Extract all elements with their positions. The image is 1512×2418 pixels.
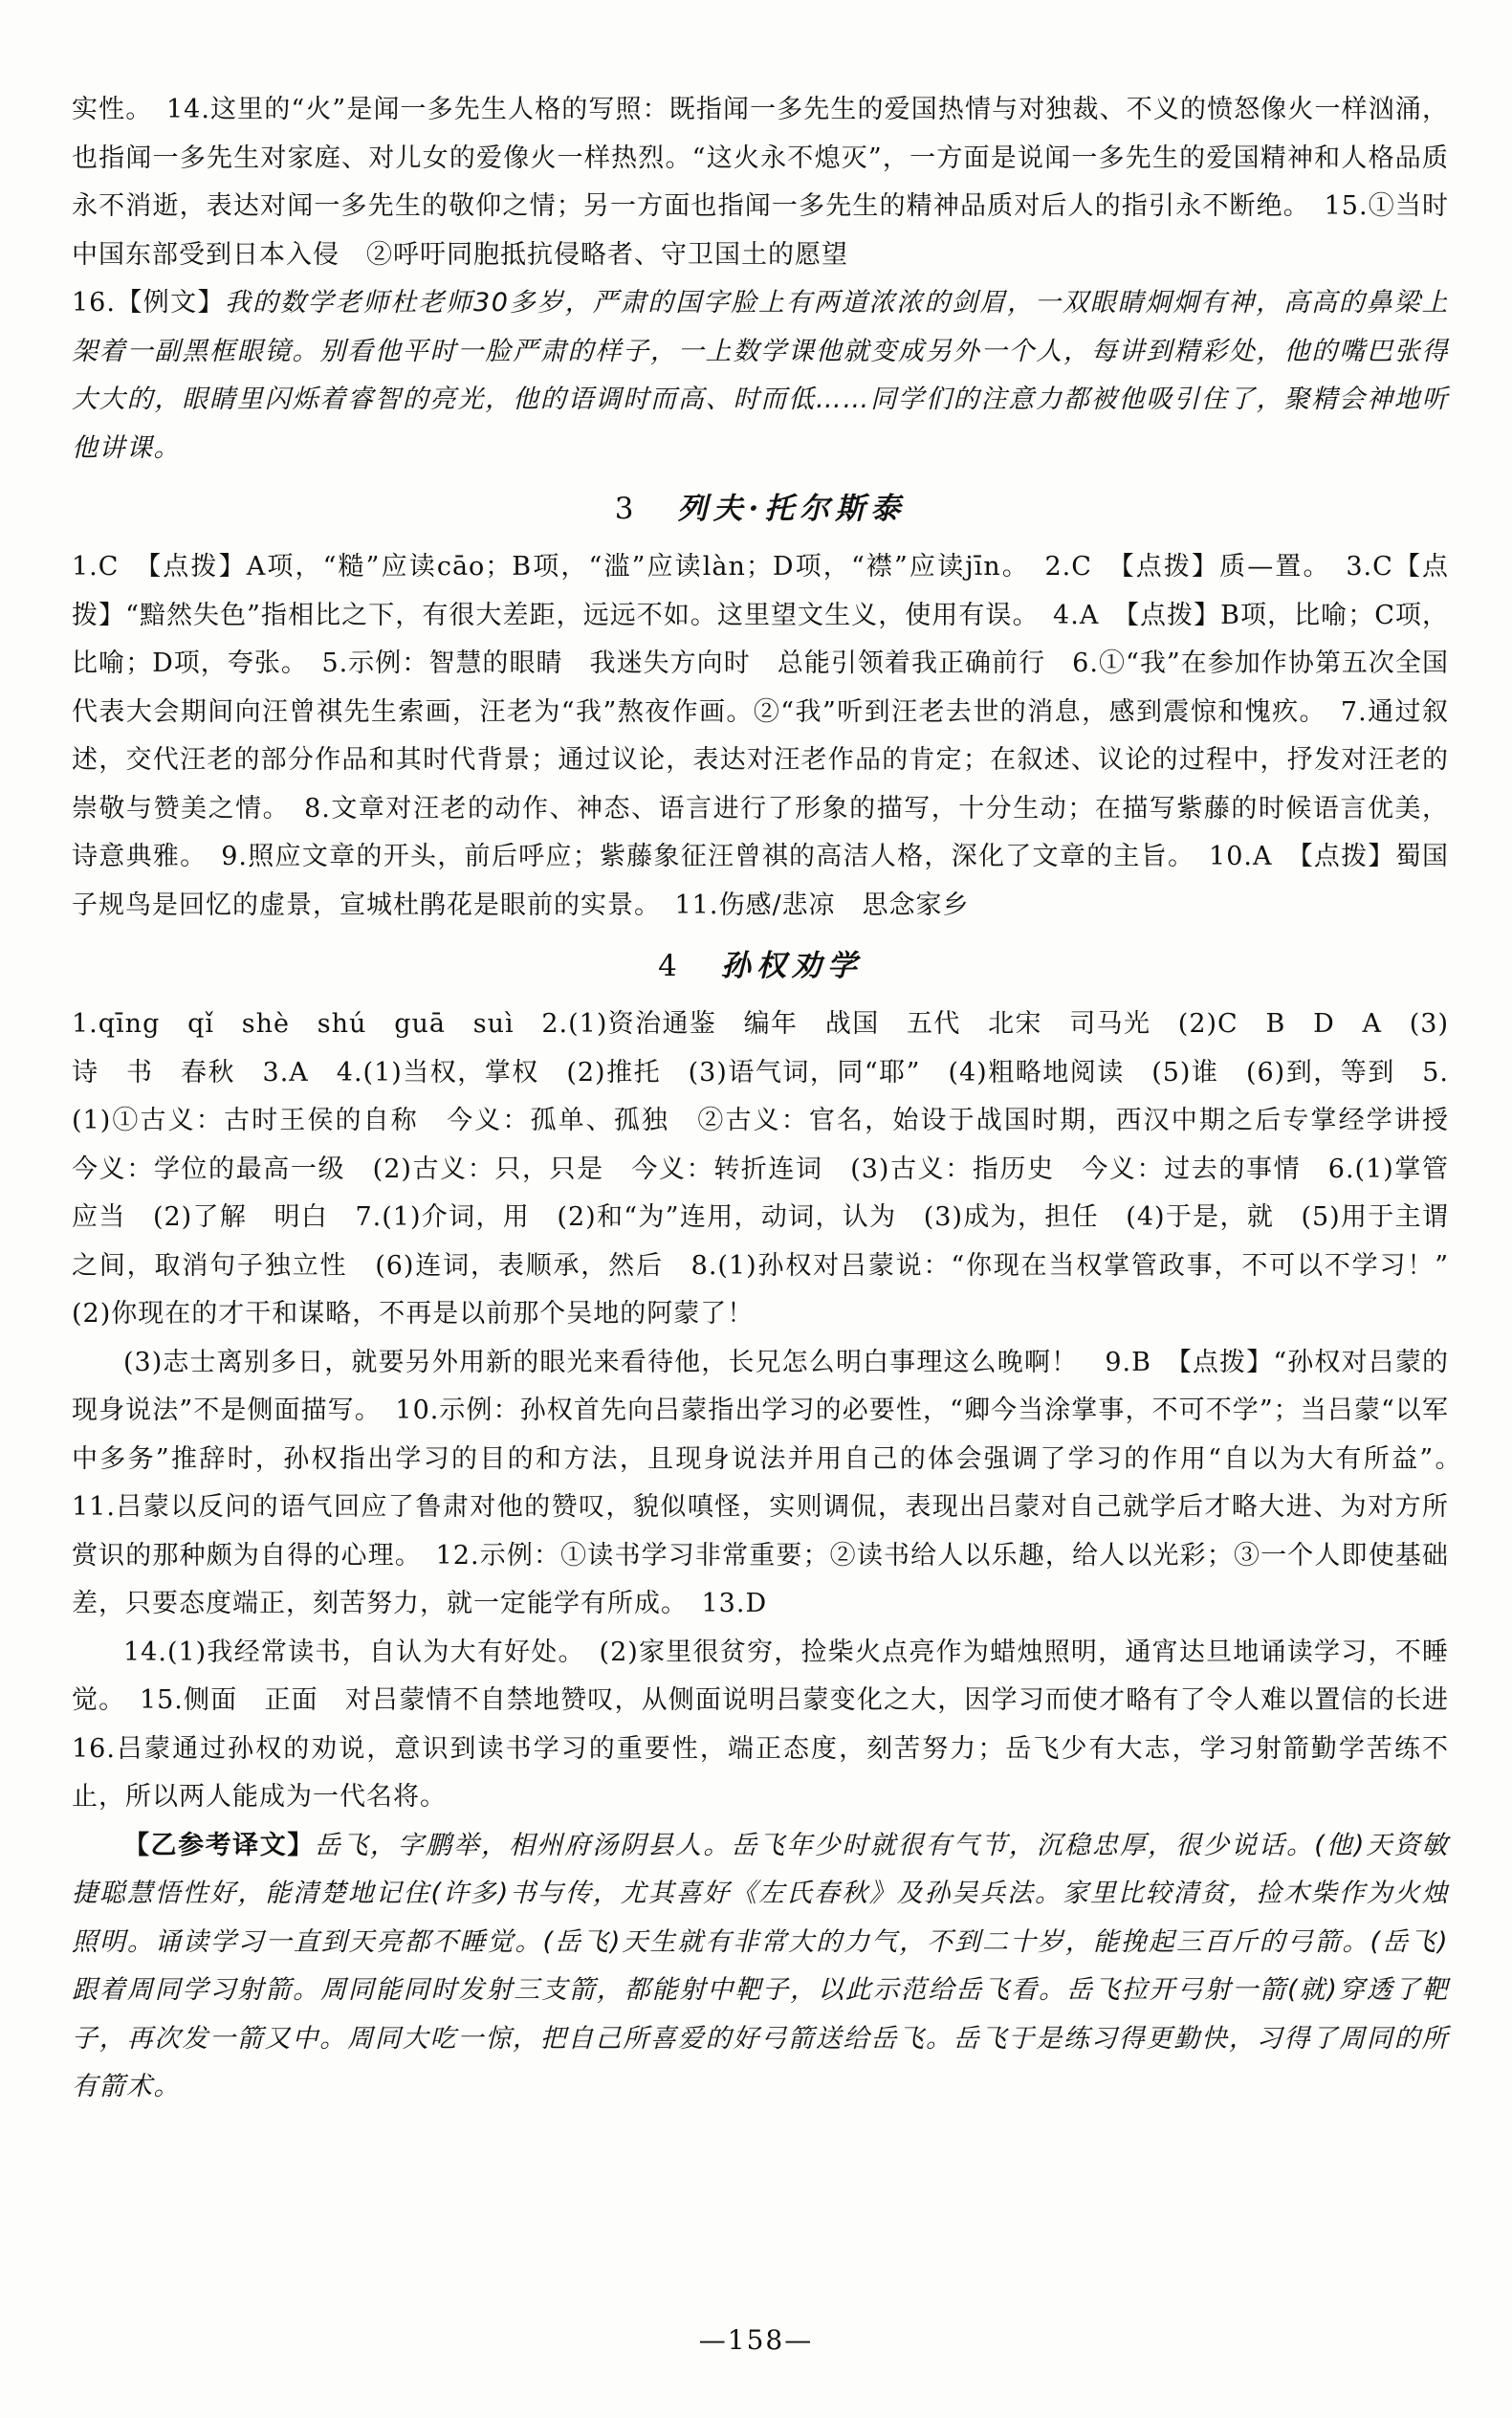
example-essay-text: 我的数学老师杜老师30多岁，严肃的国字脸上有两道浓浓的剑眉，一双眼睛炯炯有神，高高的鼻梁上架着一副黑框眼镜。别看他平时一脸严肃的样子，一上数学课他就变成另外一个人，每讲到精彩处，他的嘴巴张得大大的，眼睛里闪烁着睿智的亮光，他的语调时而高、时而低……同学们的注意力都被他吸引住了，聚精会神地听他讲课。 <box>72 288 1449 463</box>
example-essay-label: 16.【例文】 <box>72 288 225 318</box>
section-number: 3 <box>614 492 640 526</box>
answer-page <box>72 86 1476 2112</box>
translation-text: 岳飞，字鹏举，相州府汤阴县人。岳飞年少时就很有气节，沉稳忠厚，很少说话。(他)天资敏捷聪慧悟性好，能清楚地记住(许多)书与传，尤其喜好《左氏春秋》及孙吴兵法。家里比较清贫，捡木柴作为火烛照明。诵读学习一直到天亮都不睡觉。(岳飞)天生就有非常大的力气，不到二十岁，能挽起三百斤的弓箭。(岳飞)跟着周同学习射箭。周同能同时发射三支箭，都能射中靶子，以此示范给岳飞看。岳飞拉开弓射一箭(就)穿透了靶子，再次发一箭又中。周同大吃一惊，把自己所喜爱的好弓箭送给岳飞。岳飞于是练习得更勤快，习得了周同的所有箭术。 <box>72 1830 1449 2101</box>
translation-paragraph <box>72 1822 1449 2112</box>
section-title: 列夫·托尔斯泰 <box>677 492 907 526</box>
section-title: 孙权劝学 <box>720 949 863 983</box>
answer-paragraph-4: 1.qīng qǐ shè shú guā suì 2.(1)资治通鉴 编年 战国 五代 北宋 司马光 (2)C B D A (3)诗 书 春秋 3.A 4.(1)当权，掌权 (2)推托 (3)语气词，同“耶” (4)粗略地阅读 (5)谁 (6)到，等到 5.(1)①古义：古时王侯的自称 今义：孤单、孤独 ②古义：官名，始设于战国时期，西汉中期之后专掌经学讲授 今义：学位的最高一级 (2)古义：只，只是 今义：转折连词 (3)古义：指历史 今义：过去的事情 6.(1)掌管 应当 (2)了解 明白 7.(1)介词，用 (2)和“为”连用，动词，认为 (3)成为，担任 (4)于是，就 (5)用于主谓之间，取消句子独立性 (6)连词，表顺承，然后 8.(1)孙权对吕蒙说：“你现在当权掌管政事，不可以不学习！” (2)你现在的才干和谋略，不再是以前那个吴地的阿蒙了！ <box>72 1009 1476 1329</box>
answer-paragraph-3: 1.C 【点拨】A项，“糙”应读cāo；B项，“滥”应读làn；D项，“襟”应读jīn。 2.C 【点拨】质—置。 3.C【点拨】“黯然失色”指相比之下，有很大差距，远远不如。这里望文生义，使用有误。 4.A 【点拨】B项，比喻；C项，比喻；D项，夸张。 5.示例：智慧的眼睛 我迷失方向时 总能引领着我正确前行 6.①“我”在参加作协第五次全国代表大会期间向汪曾祺先生索画，汪老为“我”熬夜作画。②“我”听到汪老去世的消息，感到震惊和愧疚。 7.通过叙述，交代汪老的部分作品和其时代背景；通过议论，表达对汪老作品的肯定；在叙述、议论的过程中，抒发对汪老的崇敬与赞美之情。 8.文章对汪老的动作、神态、语言进行了形象的描写，十分生动；在描写紫藤的时候语言优美，诗意典雅。 9.照应文章的开头，前后呼应；紫藤象征汪曾祺的高洁人格，深化了文章的主旨。 10.A 【点拨】蜀国子规鸟是回忆的虚景，宣城杜鹃花是眼前的实景。 11.伤感/悲凉 思念家乡 <box>72 552 1449 920</box>
section-heading-3 <box>72 484 1449 534</box>
translation-label: 【乙参考译文】 <box>123 1830 315 1860</box>
answer-paragraph-4-cont: (3)志士离别多日，就要另外用新的眼光来看待他，长兄怎么明白事理这么晚啊！ 9.B 【点拨】“孙权对吕蒙的现身说法”不是侧面描写。 10.示例：孙权首先向吕蒙指出学习的必要性，“卿今当涂掌事，不可不学”；当吕蒙“以军中多务”推辞时，孙权指出学习的目的和方法，且现身说法并用自己的体会强调了学习的作用“自以为大有所益”。 11.吕蒙以反问的语气回应了鲁肃对他的赞叹，貌似嗔怪，实则调侃，表现出吕蒙对自己就学后才略大进、为对方所赏识的那种颇为自得的心理。 12.示例：①读书学习非常重要；②读书给人以乐趣，给人以光彩；③一个人即使基础差，只要态度端正，刻苦努力，就一定能学有所成。 13.D <box>72 1347 1476 1618</box>
example-essay-paragraph <box>72 279 1449 473</box>
page-number: —158— <box>698 2324 814 2356</box>
answer-paragraph-4-cont2: 14.(1)我经常读书，自认为大有好处。 (2)家里很贫穷，捡柴火点亮作为蜡烛照明，通宵达旦地诵读学习，不睡觉。 15.侧面 正面 对吕蒙情不自禁地赞叹，从侧面说明吕蒙变化之大，因学习而使才略有了令人难以置信的长进 16.吕蒙通过孙权的劝说，意识到读书学习的重要性，端正态度，刻苦努力；岳飞少有大志，学习射箭勤学苦练不止，所以两人能成为一代名将。 <box>72 1637 1476 1812</box>
answer-paragraph-2-cont: 实性。 14.这里的“火”是闻一多先生人格的写照：既指闻一多先生的爱国热情与对独裁、不义的愤怒像火一样汹涌，也指闻一多先生对家庭、对儿女的爱像火一样热烈。“这火永不熄灭”，一方面是说闻一多先生的爱国精神和人格品质永不消逝，表达对闻一多先生的敬仰之情；另一方面也指闻一多先生的精神品质对后人的指引永不断绝。 15.①当时中国东部受到日本入侵 ②呼吁同胞抵抗侵略者、守卫国土的愿望 <box>72 95 1449 270</box>
section-heading-4 <box>72 941 1449 991</box>
section-number: 4 <box>658 949 683 983</box>
